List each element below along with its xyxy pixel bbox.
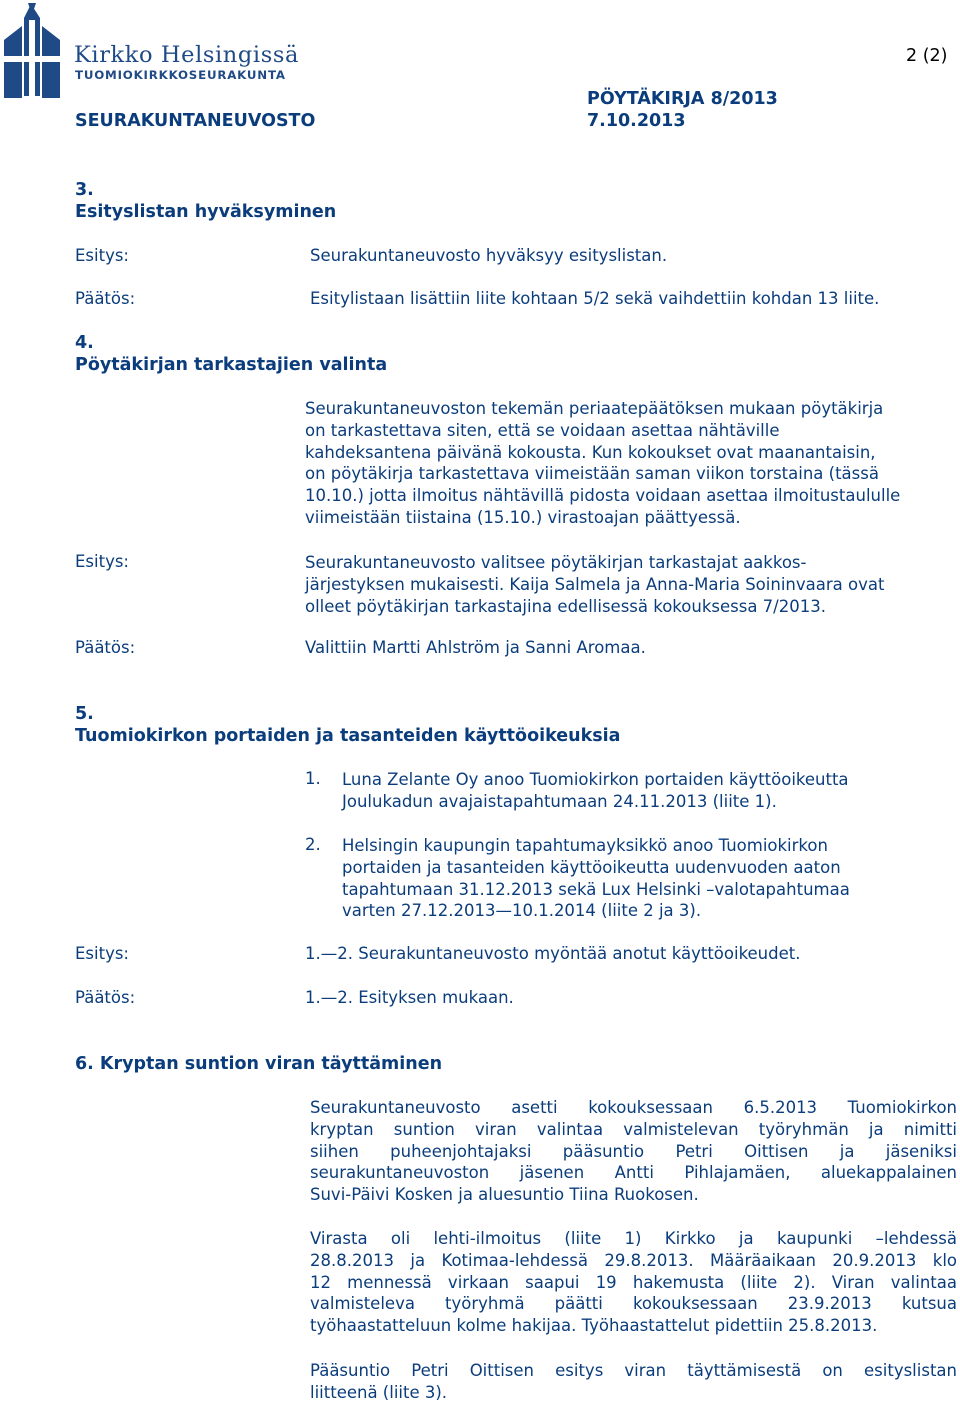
- org-name: Kirkko Helsingissä: [74, 42, 300, 68]
- list-item: [342, 835, 850, 922]
- document-type: PÖYTÄKIRJA 8/2013: [587, 89, 778, 109]
- text-line: siihen puheenjohtajaksi pääsuntio Petri Oittisen ja jäseniksi: [310, 1141, 957, 1161]
- body-name: SEURAKUNTANEUVOSTO: [75, 111, 316, 131]
- paatos-label: Päätös:: [75, 289, 136, 308]
- text-line: Seurakuntaneuvoston tekemän periaatepäätöksen mukaan pöytäkirja: [305, 399, 884, 418]
- section-4-paatos: Valittiin Martti Ahlström ja Sanni Aromaa.: [305, 638, 646, 657]
- text-line: Helsingin kaupungin tapahtumayksikkö anoo Tuomiokirkon: [342, 836, 828, 855]
- text-line: portaiden ja tasanteiden käyttöoikeutta uudenvuoden aaton: [342, 857, 841, 877]
- text-line: viimeistään tiistaina (15.10.) virastoajan päättyessä.: [305, 507, 741, 527]
- text-line: tapahtumaan 31.12.2013 sekä Lux Helsinki –valotapahtumaa: [342, 879, 850, 899]
- text-line: järjestyksen mukaisesti. Kaija Salmela ja Anna-Maria Soininvaara ovat: [305, 574, 885, 594]
- esitys-label: Esitys:: [75, 944, 129, 963]
- section-5-esitys: 1.—2. Seurakuntaneuvosto myöntää anotut käyttöoikeudet.: [305, 944, 801, 963]
- text-line: Seurakuntaneuvosto asetti kokouksessaan 6.5.2013 Tuomiokirkon: [310, 1098, 957, 1117]
- org-subtitle: TUOMIOKIRKKOSEURAKUNTA: [75, 68, 286, 82]
- paatos-label: Päätös:: [75, 638, 136, 657]
- section-5-number: 5.: [75, 704, 94, 724]
- text-line: on pöytäkirja tarkastettava viimeistään saman viikon torstaina (tässä: [305, 464, 879, 484]
- text-line: työhaastatteluun kolme hakijaa. Työhaastattelut pidettiin 25.8.2013.: [310, 1316, 878, 1336]
- text-line: valmisteleva työryhmä päätti kokouksessaan 23.9.2013 kutsua: [310, 1294, 957, 1314]
- text-line: Pääsuntio Petri Oittisen esitys viran täyttämisestä on esityslistan: [310, 1361, 957, 1380]
- text-line: on tarkastettava siten, että se voidaan asettaa nähtäville: [305, 420, 780, 440]
- section-6-paragraph-3: [310, 1360, 957, 1404]
- text-line: Joulukadun avajaistapahtumaan 24.11.2013 (liite 1).: [342, 791, 777, 811]
- section-4-esitys: [305, 552, 884, 617]
- section-4-number: 4.: [75, 333, 94, 353]
- page-number: 2 (2): [906, 46, 948, 66]
- text-line: kryptan suntion viran valintaa valmistelevan työryhmän ja nimitti: [310, 1119, 957, 1139]
- section-4-intro: [305, 398, 900, 529]
- text-line: 28.8.2013 ja Kotimaa-lehdessä 29.8.2013. Määräaikaan 20.9.2013 klo: [310, 1250, 957, 1270]
- section-6-paragraph-1: [310, 1097, 957, 1206]
- section-3-number: 3.: [75, 180, 94, 200]
- esitys-label: Esitys:: [75, 552, 129, 571]
- section-5-paatos: 1.—2. Esityksen mukaan.: [305, 988, 514, 1007]
- text-line: varten 27.12.2013—10.1.2014 (liite 2 ja 3).: [342, 901, 702, 921]
- text-line: Seurakuntaneuvosto valitsee pöytäkirjan tarkastajat aakkos-: [305, 553, 807, 572]
- text-line: olleet pöytäkirjan tarkastajina edellisessä kokouksessa 7/2013.: [305, 596, 826, 616]
- text-line: 12 mennessä virkaan saapui 19 hakemusta (liite 2). Viran valintaa: [310, 1272, 957, 1292]
- list-item-number: 2.: [305, 835, 321, 854]
- section-3-esitys: Seurakuntaneuvosto hyväksyy esityslistan.: [310, 246, 668, 265]
- section-3-title: Esityslistan hyväksyminen: [75, 202, 337, 222]
- section-4-title: Pöytäkirjan tarkastajien valinta: [75, 355, 388, 375]
- section-6-paragraph-2: [310, 1228, 957, 1337]
- meeting-date: 7.10.2013: [587, 111, 686, 131]
- section-3-paatos: Esitylistaan lisättiin liite kohtaan 5/2 sekä vaihdettiin kohdan 13 liite.: [310, 289, 880, 308]
- paatos-label: Päätös:: [75, 988, 136, 1007]
- text-line: 10.10.) jotta ilmoitus nähtävillä pidosta voidaan asettaa ilmoitustaululle: [305, 486, 901, 506]
- text-line: seurakuntaneuvoston jäsenen Antti Pihlajamäen, aluekappalainen: [310, 1163, 957, 1183]
- church-logo-icon: [0, 0, 64, 100]
- text-line: Suvi-Päivi Kosken ja aluesuntio Tiina Ruokosen.: [310, 1185, 699, 1205]
- esitys-label: Esitys:: [75, 246, 129, 265]
- list-item-number: 1.: [305, 769, 321, 788]
- section-5-title: Tuomiokirkon portaiden ja tasanteiden käyttöoikeuksia: [75, 726, 621, 746]
- list-item: [342, 769, 849, 813]
- text-line: kahdeksantena päivänä kokousta. Kun kokoukset ovat maanantaisin,: [305, 442, 876, 462]
- text-line: liitteenä (liite 3).: [310, 1382, 448, 1402]
- text-line: Luna Zelante Oy anoo Tuomiokirkon portaiden käyttöoikeutta: [342, 770, 849, 789]
- text-line: Virasta oli lehti-ilmoitus (liite 1) Kirkko ja kaupunki –lehdessä: [310, 1229, 957, 1248]
- section-6-title: 6. Kryptan suntion viran täyttäminen: [75, 1054, 443, 1074]
